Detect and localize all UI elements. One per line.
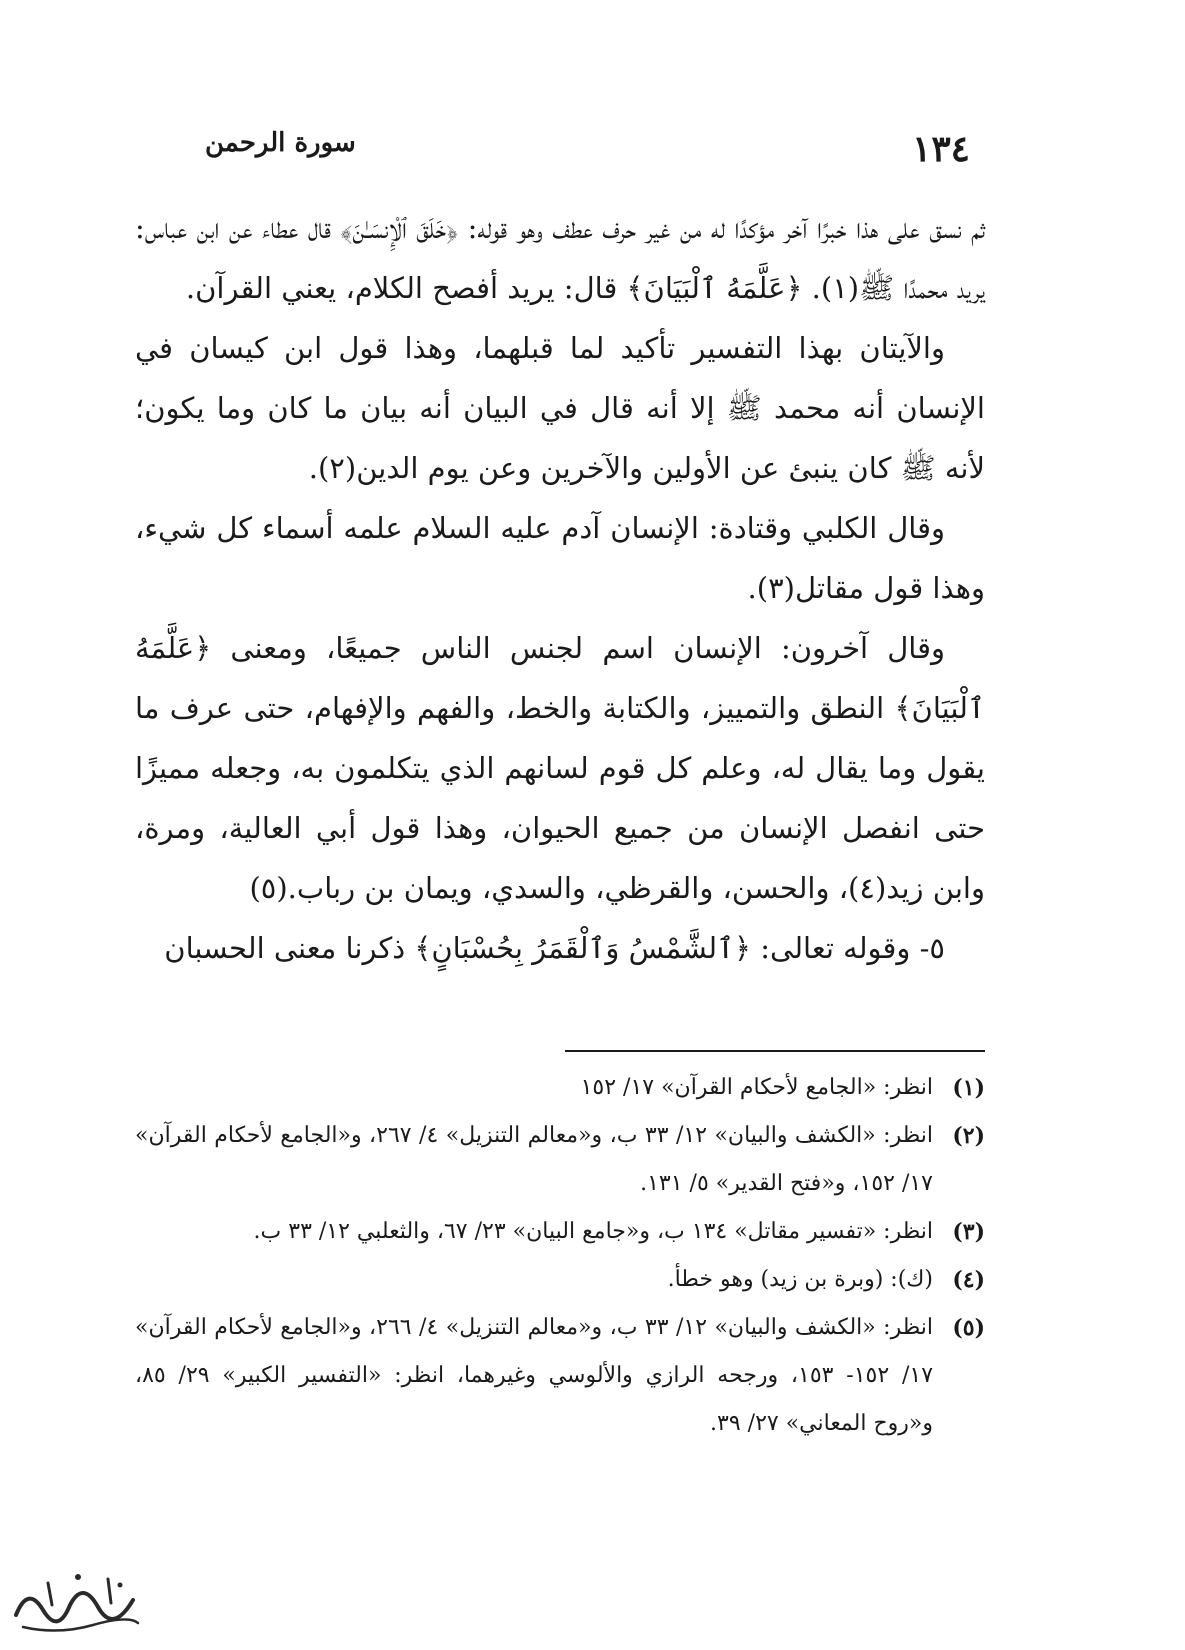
paragraph: ثم نسق على هذا خبرًا آخر مؤكدًا له من غير حرف عطف وهو قوله: ﴿خَلَقَ ٱلْإِنسَـٰنَ﴾ قال عطاء عن ابن عباس: يريد محمدًا ﷺ(١). ﴿عَلَّمَهُ ٱلْبَيَانَ﴾ قال: يريد أفصح الكلام، يعني القرآن. [135, 211, 985, 305]
footnote-text: انظر: «تفسير مقاتل» ١٣٤ ب، و«جامع البيان» ٢٣/ ٦٧، والثعلبي ١٢/ ٣٣ ب. [253, 1219, 933, 1244]
footnote-number: (٤) [952, 1267, 985, 1293]
paragraph: وقال الكلبي وقتادة: الإنسان آدم عليه السلام علمه أسماء كل شيء، وهذا قول مقاتل(٣). [135, 511, 985, 605]
page-header [205, 118, 970, 178]
footnote [135, 1256, 985, 1304]
footnote [135, 1208, 985, 1256]
calligraphy-watermark-logo [8, 1565, 148, 1640]
footnote-text: انظر: «الكشف والبيان» ١٢/ ٣٣ ب، و«معالم التنزيل» ٤/ ٢٦٦، و«الجامع لأحكام القرآن» ١٧/ ١٥٢- ١٥٣، ورجحه الرازي والألوسي وغيرهما، انظر: «التفسير الكبير» ٢٩/ ٨٥، و«روح المعاني» ٢٧/ ٣٩. [135, 1315, 934, 1436]
footnote [135, 1112, 985, 1208]
footnote [135, 1304, 985, 1448]
main-text [135, 198, 985, 978]
footnote-number: (٢) [952, 1123, 985, 1149]
paragraph: وقال آخرون: الإنسان اسم لجنس الناس جميعًا، ومعنى ﴿عَلَّمَهُ ٱلْبَيَانَ﴾ النطق والتمييز، والكتابة والخط، والفهم والإفهام، حتى عرف ما يقول وما يقال له، وعلم كل قوم لسانهم الذي يتكلمون به، وجعله مميزًا حتى انفصل الإنسان من جميع الحيوان، وهذا قول أبي العالية، ومرة، وابن زيد(٤)، والحسن، والقرظي، والسدي، ويمان بن رباب.(٥) [135, 631, 985, 905]
footnote-number: (٣) [952, 1219, 985, 1245]
footnote [135, 1064, 985, 1112]
surah-title: سورة الرحمن [205, 128, 356, 158]
footnote-divider [565, 1050, 985, 1052]
footnote-text: انظر: «الجامع لأحكام القرآن» ١٧/ ١٥٢ [580, 1075, 933, 1100]
footnote-number: (١) [952, 1075, 985, 1101]
page-number: ١٣٤ [911, 128, 970, 170]
footnotes [135, 1064, 985, 1448]
paragraph: والآيتان بهذا التفسير تأكيد لما قبلهما، وهذا قول ابن كيسان في الإنسان أنه محمد ﷺ إلا أنه قال في البيان أنه بيان ما كان وما يكون؛ لأنه ﷺ كان ينبئ عن الأولين والآخرين وعن يوم الدين(٢). [135, 331, 985, 485]
footnote-text: (ك): (وبرة بن زيد) وهو خطأ. [667, 1267, 933, 1292]
footnote-text: انظر: «الكشف والبيان» ١٢/ ٣٣ ب، و«معالم التنزيل» ٤/ ٢٦٧، و«الجامع لأحكام القرآن» ١٧/ ١٥٢، و«فتح القدير» ٥/ ١٣١. [135, 1123, 934, 1196]
footnote-number: (٥) [952, 1315, 985, 1341]
paragraph: ٥- وقوله تعالى: ﴿ٱلشَّمْسُ وَٱلْقَمَرُ بِحُسْبَانٍ﴾ ذكرنا معنى الحسبان [164, 931, 945, 965]
